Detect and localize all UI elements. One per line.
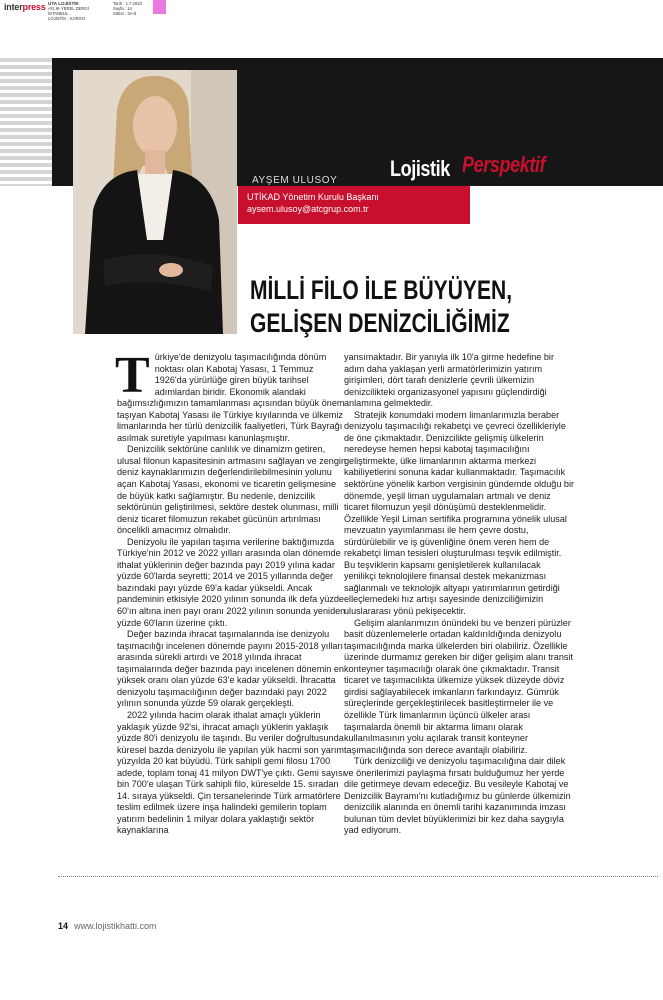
paragraph: Değer bazında ihracat taşımalarında ise denizyolu taşımacılığı incelenen dönemde payını 2015-2018 yılları arasında sürekli artırdı ve 2018 yılında ihracat taşımalarında değer bazında payı incelenen dönemin en yüksek oranı olan yüzde 63'e kadar yükseldi. İhracatta denizyolu taşımacılığının değer bazındaki payı 2022 yılının sonunda yüzde 59 olarak gerçekleşti. [117, 629, 344, 709]
footer-divider [58, 876, 658, 877]
article-column-1 [115, 347, 347, 837]
author-photo [73, 70, 237, 334]
paragraph: 2022 yılında hacim olarak ithalat amaçlı yüklerin yaklaşık yüzde 92'si, ihracat amaçlı yüklerin yaklaşık yüzde 80'i denizyolu ile taşındı. Bu veriler doğrultusunda küresel bazda denizyolu ile yapılan yük hacmi son yarım yüzyılda 20 kat büyüdü. Türk sahipli gemi filosu 1700 adede, toplam tonaj 41 milyon DWT'ye çıktı. Gemi sayısı bin 700'e ulaşan Türk sahipli filo, küreselde 15. sıradan 14. sıraya yükseldi. Çin tersanelerinde Türk armatörlere teslim edilmek üzere inşa halindeki gemilerin toplam yatırım bedelinin 1 milyar dolara yaklaştığı sektör kaynaklarına [117, 709, 346, 836]
headline-line-2: GELİŞEN DENİZCİLİĞİMİZ [250, 308, 510, 338]
publication-category: LOJİSTİK - KARGO [48, 16, 85, 21]
clipping-page: Sayfa : 14 [113, 6, 132, 11]
color-marker [153, 0, 166, 14]
decorative-stripes [0, 58, 52, 186]
clipping-date: Tarih : 1.7.2023 [113, 1, 142, 6]
paragraph: Denizcilik sektörüne canlılık ve dinamizm getiren, ulusal filonun kapasitesinin artmasını sağlayan ve zengin deniz kaynaklarımızın değerlendirilebilmesinin yolunu açan Kabotaj Yasası, ekonomi ve ticaretin gelişmesine de büyük katkı sağlamıştır. Bu nedenle, denizcilik sektörünün geliştirilmesi, sektöre destek olunması, milli deniz ticaret filomuzun rekabet gücünün artırılması öncelikli amacımız olmalıdır. [117, 444, 346, 536]
author-role: UTİKAD Yönetim Kurulu Başkanı [247, 192, 379, 202]
author-name: AYŞEM ULUSOY [252, 175, 338, 186]
publication-name: UTA LOJİSTİK [48, 1, 79, 6]
website-link[interactable]: www.lojistikhatti.com [74, 921, 157, 931]
column-brand-second: Perspektif [462, 152, 546, 177]
clipping-column: Sütün : 3A-5 [113, 11, 137, 16]
drop-cap: T [115, 347, 150, 404]
paragraph: Türkiye'de denizyolu taşımacılığında dönüm noktası olan Kabotaj Yasası, 1 Temmuz 1926'da yürürlüğe giren büyük tarihsel adımlardan biridir. Ekonomik alandaki bağımsızlığımızın tamamlanması açısından büyük önem taşıyan Kabotaj Yasası ile Türkiye kıyılarında ve ülkemiz limanlarında her türlü denizcilik faaliyetleri, Türk Bayrağı asılmak suretiyle yapılması kanunlaşmıştır. [115, 347, 345, 443]
page-number: 14 [58, 921, 69, 931]
article-headline [250, 274, 512, 340]
column-brand-first: Lojistik [390, 156, 450, 181]
headline-line-1: MİLLİ FİLO İLE BÜYÜYEN, [250, 275, 513, 305]
publication-type: AYLIK-YEREL DERGİ [48, 6, 89, 11]
paragraph: Gelişim alanlarımızın önündeki bu ve benzeri pürüzler basit düzenlemelerle ortadan kaldırıldığında denizyolu taşımacılığında marka ülkelerden biri olabiliriz. Özellikle üzerinde durmamız gereken bir diğer gelişim alanı transit konteyner taşımacılığı olarak öne çıkmaktadır. Transit ticaret ve taşımacılıkta ülkemize yüksek düzeyde döviz girdisi sağlayabilecek imkanların farkındayız. Gümrük süreçlerinde gerçekleştirilecek basitleştirmeler ile ve özellikle Türk limanlarının üçüncü ülkeler arası taşımalarda önemli bir aktarma limanı olarak kullanılmasının yolu açılarak transit konteyner taşımacılığında son derece avantajlı olabiliriz. [344, 617, 573, 755]
interpress-logo: interpress [4, 2, 46, 12]
clipping-meta [113, 1, 142, 16]
publication-city: İSTANBUL [48, 11, 69, 16]
author-email[interactable]: aysem.ulusoy@atcgrup.com.tr [247, 204, 369, 214]
paragraph: Denizyolu ile yapılan taşıma verilerine baktığımızda Türkiye'nin 2012 ve 2022 yılları arasında olan dönemde ithalat yüklerinin değer bazında payı 2019 yılına kadar yüzde 60'larda seyretti; 2014 ve 2015 yıllarında değer bazındaki payı yüzde 69'a kadar yükseldi. Ancak pandeminin etkisiyle 2020 yılının sonunda ilk defa yüzde 60'ın altına inen payı oranı 2022 yılının sonunda yeniden yüzde 60'ların üzerine çıktı. [117, 536, 346, 628]
paragraph: Türk denizciliği ve denizyolu taşımacılığına dair dilek ve önerilerimizi paylaşma fırsatı bulduğumuz her yerde dile getirmeye devam edeceğiz. Bu vesileyle Kabotaj ve Denizcilik Bayramı'nı kutladığımız bu günlerde ülkemizin denizcilik alanında en önemli tarihi kazanımında imzası bulunan tüm devlet büyüklerimizi bir kez daha saygıyla yad ediyorum. [344, 756, 571, 836]
paragraph: yansımaktadır. Bir yanıyla ilk 10'a girme hedefine bir adım daha yaklaşan yerli armatörlerimizin yatırım girişimleri, dört tarafı denizlerle çevrili ülkemizin denizcilikteki organizasyonel yapısını güçlendirdiği anlamına gelmektedir. [344, 352, 554, 409]
article-column-2 [344, 352, 574, 837]
publication-info [48, 1, 89, 21]
paragraph: Stratejik konumdaki modern limanlarımızla beraber denizyolu taşımacılığı rekabetçi ve çevreci özellikleriyle de öne çıkmaktadır. Denizcilikte gelişmiş ülkelerin neredeyse hemen hepsi kabotaj taşımacılığını geliştirmekte, ülke limanlarının aktarma merkezi kabiliyetlerini sonuna kadar kullanmaktadır. Taşımacılık sektörüne yönelik karbon vergisinin gündemde olduğu bir dönemde, yeşil liman uygulamaları artmalı ve deniz ticaret filomuzun yeşil dönüşümü desteklenmelidir. Özellikle Yeşil Liman sertifika programına yönelik ulusal mevzuatın yayımlanması ile hem çevre dostu, sürdürülebilir ve iş güvenliğine önem veren hem de rekabetçi liman tesisleri oluşturulması teşvik edilmiştir. Bu teşviklerin kapsamı genişletilerek kullanılacak yenilikçi teknolojilere finansal destek mekanizması sağlanmalı ve teknolojik altyapı yatırımlarının getirdiği elleçlemedeki hız artışı sayesinde denizciliğimizin uluslararası yönü pekişecektir. [344, 409, 575, 617]
